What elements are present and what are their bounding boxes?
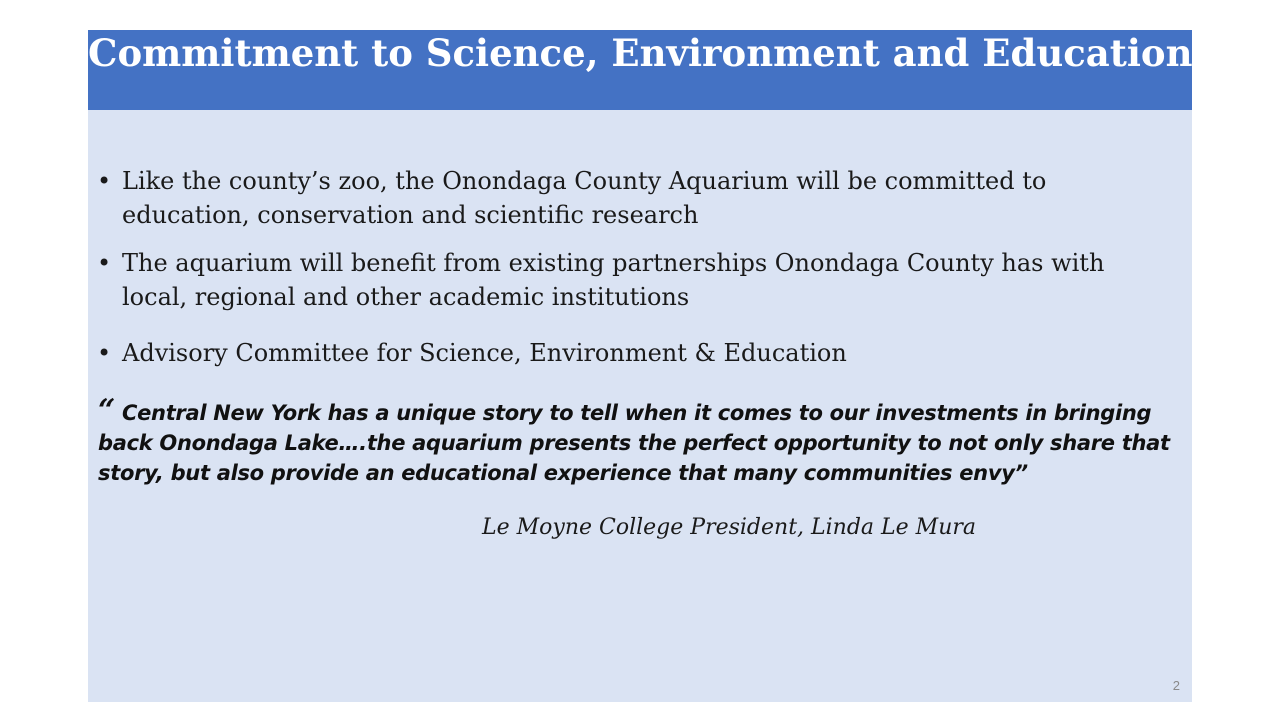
bullet-text: Advisory Committee for Science, Environment & Education	[122, 339, 847, 367]
quote-open-mark: “	[98, 393, 115, 428]
bullet-item	[88, 164, 1162, 232]
bullet-item	[88, 336, 1162, 370]
quote-attribution: Le Moyne College President, Linda Le Mura	[482, 515, 976, 540]
bullet-text: Like the county’s zoo, the Onondaga County Aquarium will be committed to education, conservation and scientific research	[122, 167, 1047, 229]
bullet-marker: •	[97, 249, 112, 277]
quote-text: Central New York has a unique story to tell when it comes to our investments in bringing back Onondaga Lake….the aquarium presents the perfect opportunity to not only share that story, but also provide an educational experience that many communities envy”	[98, 401, 1170, 485]
bullet-item	[88, 246, 1162, 314]
bullet-marker: •	[97, 167, 112, 195]
slide-title: Commitment to Science, Environment and Education	[88, 31, 1193, 75]
title-bar	[88, 30, 1192, 110]
bullet-text: The aquarium will benefit from existing partnerships Onondaga County has with local, regional and other academic institutions	[122, 249, 1105, 311]
slide-number: 2	[1172, 678, 1180, 693]
quote-block	[98, 393, 1178, 488]
slide	[88, 30, 1192, 702]
bullet-marker: •	[97, 339, 112, 367]
bullet-list	[88, 164, 1192, 370]
